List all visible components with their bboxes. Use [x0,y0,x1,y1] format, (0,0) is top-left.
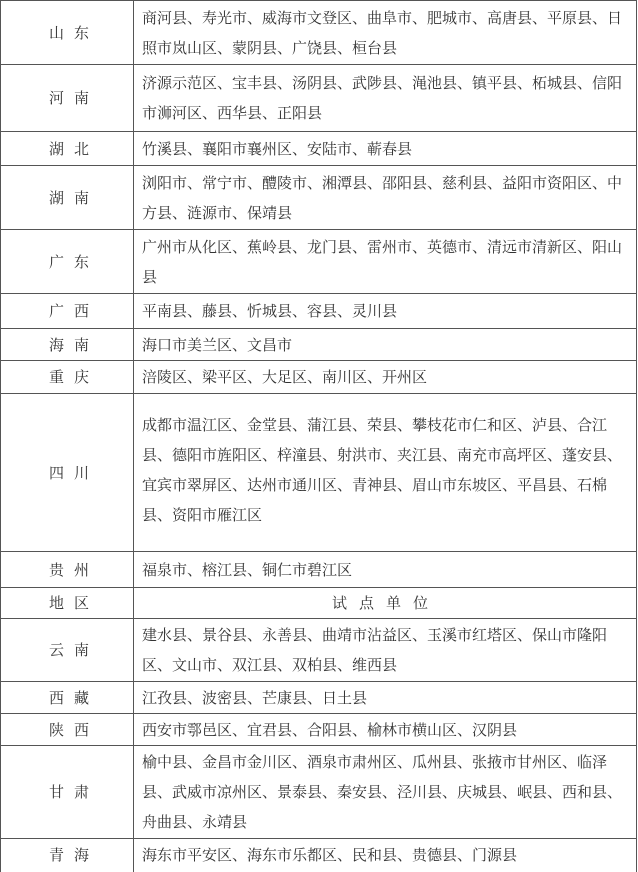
table-row [1,714,637,746]
region-header: 地区 [1,588,134,619]
table-row [1,839,637,872]
table-row [1,746,637,839]
province-cell: 陕西 [1,714,134,746]
table-row [1,329,637,361]
cities-cell: 海口市美兰区、文昌市 [134,329,637,361]
province-cell: 湖北 [1,132,134,166]
province-cell: 广东 [1,230,134,294]
cities-cell: 成都市温江区、金堂县、蒲江县、荣县、攀枝花市仁和区、泸县、合江县、德阳市旌阳区、梓潼县、射洪市、夹江县、南充市高坪区、蓬安县、宜宾市翠屏区、达州市通川区、青神县、眉山市东坡区、平昌县、石棉县、资阳市雁江区 [134,394,637,552]
table-row [1,132,637,166]
province-cell: 云南 [1,619,134,682]
table-row [1,65,637,132]
cities-cell: 涪陵区、梁平区、大足区、南川区、开州区 [134,361,637,394]
table-row [1,166,637,230]
cities-cell: 广州市从化区、蕉岭县、龙门县、雷州市、英德市、清远市清新区、阳山县 [134,230,637,294]
cities-cell: 建水县、景谷县、永善县、曲靖市沾益区、玉溪市红塔区、保山市隆阳区、文山市、双江县、双柏县、维西县 [134,619,637,682]
province-cell: 贵州 [1,552,134,588]
province-cell: 青海 [1,839,134,872]
cities-cell: 西安市鄠邑区、宜君县、合阳县、榆林市横山区、汉阴县 [134,714,637,746]
province-cell: 甘肃 [1,746,134,839]
cities-cell: 浏阳市、常宁市、醴陵市、湘潭县、邵阳县、慈利县、益阳市资阳区、中方县、涟源市、保靖县 [134,166,637,230]
table-row [1,361,637,394]
units-header: 试点单位 [134,588,637,619]
province-cell: 河南 [1,65,134,132]
cities-cell: 福泉市、榕江县、铜仁市碧江区 [134,552,637,588]
cities-cell: 平南县、藤县、忻城县、容县、灵川县 [134,294,637,329]
cities-cell: 商河县、寿光市、威海市文登区、曲阜市、肥城市、高唐县、平原县、日照市岚山区、蒙阴县、广饶县、桓台县 [134,1,637,65]
cities-cell: 竹溪县、襄阳市襄州区、安陆市、蕲春县 [134,132,637,166]
table-row [1,230,637,294]
province-cell: 广西 [1,294,134,329]
cities-cell: 海东市平安区、海东市乐都区、民和县、贵德县、门源县 [134,839,637,872]
province-cell: 湖南 [1,166,134,230]
province-cell: 海南 [1,329,134,361]
table-row [1,294,637,329]
table-row [1,1,637,65]
cities-cell: 榆中县、金昌市金川区、酒泉市肃州区、瓜州县、张掖市甘州区、临泽县、武威市凉州区、景泰县、秦安县、泾川县、庆城县、岷县、西和县、舟曲县、永靖县 [134,746,637,839]
table-row [1,552,637,588]
province-cell: 重庆 [1,361,134,394]
province-cell: 四川 [1,394,134,552]
cities-cell: 江孜县、波密县、芒康县、日土县 [134,682,637,714]
province-cell: 西藏 [1,682,134,714]
table-header-row [1,588,637,619]
table-row [1,682,637,714]
cities-cell: 济源示范区、宝丰县、汤阴县、武陟县、渑池县、镇平县、柘城县、信阳市浉河区、西华县、正阳县 [134,65,637,132]
table-row [1,619,637,682]
province-cell: 山东 [1,1,134,65]
table-row [1,394,637,552]
